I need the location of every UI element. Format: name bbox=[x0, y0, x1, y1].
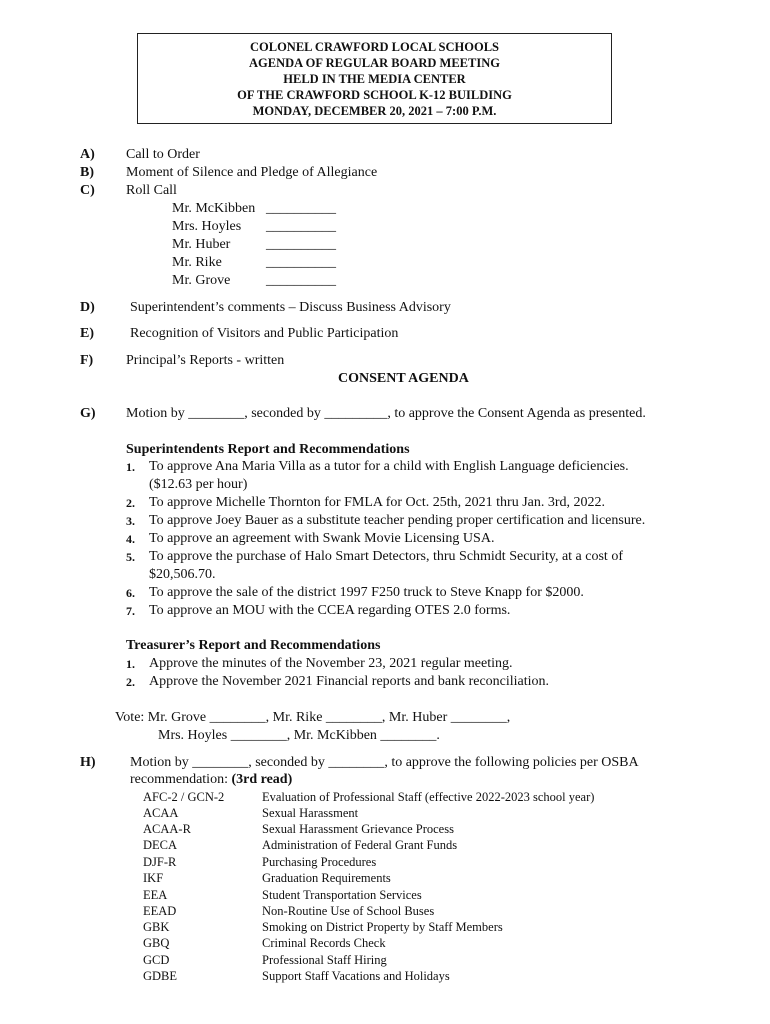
consent-agenda-heading: CONSENT AGENDA bbox=[338, 371, 469, 386]
list-item-text: To approve the sale of the district 1997 F250 truck to Steve Knapp for $2000. bbox=[149, 585, 584, 600]
list-item-text: Approve the minutes of the November 23, 2021 regular meeting. bbox=[149, 656, 513, 671]
policy-code: EEAD bbox=[143, 904, 177, 918]
item-g-motion-text: Motion by ________, seconded by _________, to approve the Consent Agenda as presented. bbox=[126, 406, 646, 421]
policy-code: GDBE bbox=[143, 969, 178, 983]
list-number: 7. bbox=[126, 604, 135, 618]
vote-line-2: Mrs. Hoyles ________, Mr. McKibben ________. bbox=[158, 728, 440, 743]
list-item-text: To approve an MOU with the CCEA regarding OTES 2.0 forms. bbox=[149, 603, 511, 618]
policy-code: ACAA-R bbox=[143, 822, 191, 836]
list-number: 2. bbox=[126, 496, 135, 510]
item-h-recommendation-label: recommendation: bbox=[130, 772, 232, 787]
list-number: 2. bbox=[126, 675, 135, 689]
item-b-text: Moment of Silence and Pledge of Allegiance bbox=[126, 165, 378, 180]
roll-call-name: Mrs. Hoyles bbox=[172, 219, 242, 234]
roll-call-name: Mr. Huber bbox=[172, 237, 231, 252]
list-item-text: To approve Ana Maria Villa as a tutor for a child with English Language deficiencies. bbox=[149, 459, 629, 474]
item-h-recommendation bbox=[130, 771, 292, 789]
list-number: 4. bbox=[126, 532, 135, 546]
treasurer-section-heading: Treasurer’s Report and Recommendations bbox=[126, 638, 381, 653]
list-number: 5. bbox=[126, 550, 135, 564]
list-item-text: To approve an agreement with Swank Movie Licensing USA. bbox=[149, 531, 495, 546]
policy-description: Student Transportation Services bbox=[262, 888, 422, 902]
roll-call-blank: __________ bbox=[266, 219, 336, 234]
list-item-text: To approve Joey Bauer as a substitute teacher pending proper certification and licensure. bbox=[149, 513, 646, 528]
roll-call-blank: __________ bbox=[266, 273, 336, 288]
policy-description: Administration of Federal Grant Funds bbox=[262, 838, 458, 852]
roll-call-name: Mr. Grove bbox=[172, 273, 231, 288]
list-number: 6. bbox=[126, 586, 135, 600]
item-c-text: Roll Call bbox=[126, 183, 177, 198]
policy-description: Purchasing Procedures bbox=[262, 855, 377, 869]
list-number: 1. bbox=[126, 657, 135, 671]
agenda-header-box bbox=[137, 33, 612, 124]
list-item-continuation: $20,506.70. bbox=[149, 567, 216, 582]
policy-description: Support Staff Vacations and Holidays bbox=[262, 969, 450, 983]
item-e-text: Recognition of Visitors and Public Participation bbox=[130, 326, 399, 341]
header-meeting-type: AGENDA OF REGULAR BOARD MEETING bbox=[249, 56, 500, 70]
policy-code: IKF bbox=[143, 871, 164, 885]
item-f-letter: F) bbox=[80, 353, 94, 368]
header-district-name: COLONEL CRAWFORD LOCAL SCHOOLS bbox=[249, 40, 499, 54]
header-location: HELD IN THE MEDIA CENTER bbox=[283, 72, 466, 86]
item-b-letter: B) bbox=[80, 165, 94, 180]
policy-description: Graduation Requirements bbox=[262, 871, 391, 885]
item-h-read-label: (3rd read) bbox=[231, 772, 293, 787]
policy-code: GBQ bbox=[143, 936, 170, 950]
policy-description: Sexual Harassment bbox=[262, 806, 359, 820]
policy-description: Professional Staff Hiring bbox=[262, 953, 387, 967]
policy-code: AFC-2 / GCN-2 bbox=[143, 790, 225, 804]
list-item-text: Approve the November 2021 Financial reports and bank reconciliation. bbox=[149, 674, 550, 689]
item-h-letter: H) bbox=[80, 755, 96, 770]
header-date-time: MONDAY, DECEMBER 20, 2021 – 7:00 P.M. bbox=[252, 104, 497, 118]
policy-code: ACAA bbox=[143, 806, 179, 820]
item-c-letter: C) bbox=[80, 183, 95, 198]
roll-call-blank: __________ bbox=[266, 201, 336, 216]
roll-call-name: Mr. McKibben bbox=[172, 201, 256, 216]
list-item-continuation: ($12.63 per hour) bbox=[149, 477, 248, 492]
policy-description: Criminal Records Check bbox=[262, 936, 386, 950]
roll-call-blank: __________ bbox=[266, 237, 336, 252]
item-d-text: Superintendent’s comments – Discuss Business Advisory bbox=[130, 300, 451, 315]
policy-description: Non-Routine Use of School Buses bbox=[262, 904, 435, 918]
item-f-text: Principal’s Reports - written bbox=[126, 353, 285, 368]
list-number: 3. bbox=[126, 514, 135, 528]
policy-code: DECA bbox=[143, 838, 178, 852]
item-a-text: Call to Order bbox=[126, 147, 200, 162]
policy-description: Sexual Harassment Grievance Process bbox=[262, 822, 454, 836]
item-e-letter: E) bbox=[80, 326, 94, 341]
list-number: 1. bbox=[126, 460, 135, 474]
roll-call-name: Mr. Rike bbox=[172, 255, 222, 270]
list-item-text: To approve Michelle Thornton for FMLA for Oct. 25th, 2021 thru Jan. 3rd, 2022. bbox=[149, 495, 606, 510]
item-a-letter: A) bbox=[80, 147, 95, 162]
item-d-letter: D) bbox=[80, 300, 95, 315]
policy-description: Smoking on District Property by Staff Members bbox=[262, 920, 503, 934]
item-g-letter: G) bbox=[80, 406, 96, 421]
list-item-text: To approve the purchase of Halo Smart Detectors, thru Schmidt Security, at a cost of bbox=[149, 549, 623, 564]
policy-code: GCD bbox=[143, 953, 170, 967]
policy-code: GBK bbox=[143, 920, 170, 934]
roll-call-blank: __________ bbox=[266, 255, 336, 270]
policy-code: DJF-R bbox=[143, 855, 177, 869]
item-h-motion-text: Motion by ________, seconded by ________, to approve the following policies per OSBA bbox=[130, 755, 639, 770]
header-building: OF THE CRAWFORD SCHOOL K-12 BUILDING bbox=[237, 88, 512, 102]
policy-description: Evaluation of Professional Staff (effective 2022-2023 school year) bbox=[262, 790, 595, 804]
vote-line-1: Vote: Mr. Grove ________, Mr. Rike ________, Mr. Huber ________, bbox=[115, 710, 511, 725]
policy-code: EEA bbox=[143, 888, 168, 902]
superintendent-section-heading: Superintendents Report and Recommendations bbox=[126, 442, 410, 457]
